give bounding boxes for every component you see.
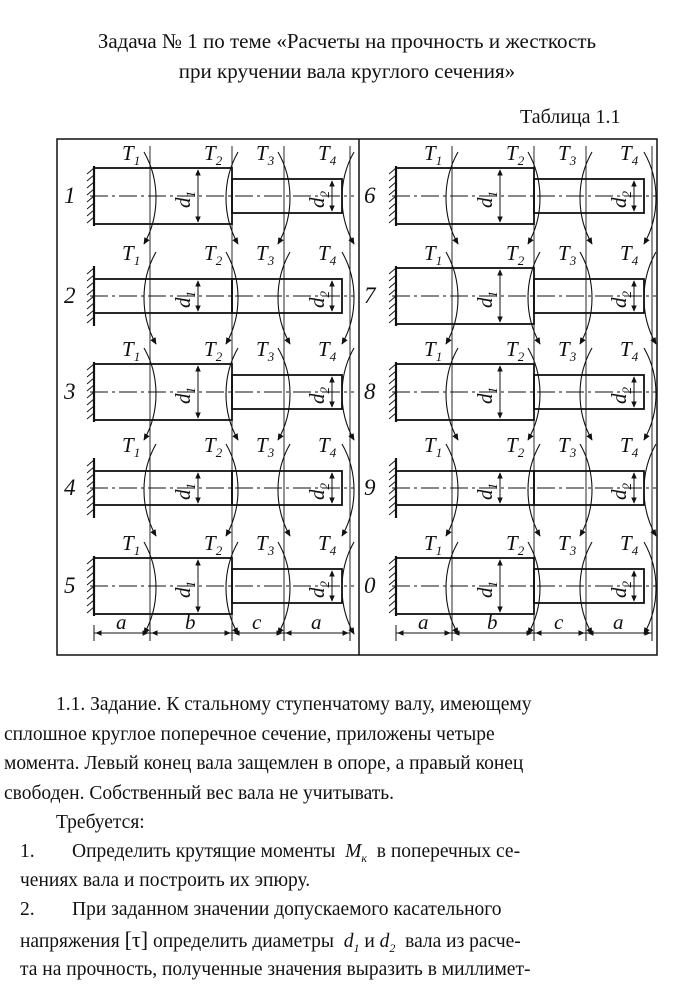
torque-label-t1: $T_1$ [424,531,443,558]
diameter-label-d2: $d_2$ [305,483,332,500]
dimension-label: b [487,610,498,634]
shaft-schemes-figure [56,138,660,660]
scheme-number: 8 [364,379,376,404]
allowable-stress-symbol: [τ] [124,927,149,952]
torque-label-t3: $T_3$ [256,337,275,364]
diameter-label-d1: $d_1$ [473,191,500,208]
torque-label-t3: $T_3$ [558,531,577,558]
scheme-number: 3 [64,379,76,404]
task-description [4,690,684,838]
torque-label-t1: $T_1$ [122,531,141,558]
torque-label-t2: $T_2$ [506,241,525,268]
torque-label-t1: $T_1$ [122,241,141,268]
torque-label-t2: $T_2$ [204,531,223,558]
title-line-2: при кручении вала круглого сечения» [178,59,516,83]
torque-label-t4: $T_4$ [620,433,639,460]
torque-label-t2: $T_2$ [506,433,525,460]
torque-arrow [644,252,656,344]
title-line-1: Задача № 1 по теме «Расчеты на прочность и жесткость [97,29,597,53]
list-item-2-cont: напряжения [τ] определить диаметры $d_1$ и $d_2$ вала из расче- [20,927,521,955]
scheme-number: 2 [64,283,76,308]
table-label: Таблица 1.1 [520,106,621,128]
torque-label-t4: $T_4$ [620,531,639,558]
torque-label-t1: $T_1$ [424,433,443,460]
torque-label-t4: $T_4$ [620,241,639,268]
torque-label-t2: $T_2$ [506,531,525,558]
scheme-number: 5 [64,573,76,598]
torque-arrow [342,444,354,536]
torque-arrow [342,252,354,344]
torque-label-t2: $T_2$ [204,241,223,268]
item-number: 1. [20,841,35,862]
list-item-1: 1. Определить крутящие моменты $M_к$ в поперечных се- [20,837,684,873]
torque-arrow [644,152,656,244]
diameter-label-d2: $d_2$ [607,581,634,598]
torque-label-t2: $T_2$ [506,141,525,168]
list-item-2-cont2: та на прочность, полученные значения выразить в миллимет- [20,959,531,980]
torque-arrow [342,348,354,440]
torque-label-t4: $T_4$ [620,337,639,364]
torque-label-t1: $T_1$ [424,241,443,268]
dimension-label: c [252,610,262,634]
diameter-label-d1: $d_1$ [171,387,198,404]
item-number: 2. [20,899,35,920]
diameter-label-d1: $d_1$ [473,291,500,308]
scheme-number: 9 [364,475,376,500]
torque-label-t2: $T_2$ [204,337,223,364]
torque-label-t1: $T_1$ [122,337,141,364]
dimension-label: a [311,610,322,634]
diameter-label-d1: $d_1$ [171,291,198,308]
torque-label-t3: $T_3$ [558,241,577,268]
torque-label-t1: $T_1$ [424,141,443,168]
diameter-label-d2: $d_2$ [305,581,332,598]
torque-arrow [644,348,656,440]
torque-arrow [644,444,656,536]
torque-label-t2: $T_2$ [506,337,525,364]
torque-label-t4: $T_4$ [318,433,337,460]
torque-arrow [644,542,656,634]
task-title [0,26,694,86]
dimension-label: c [554,610,564,634]
torque-symbol: $M_к$ [345,841,368,865]
paragraph-line: 1.1. Задание. К стальному ступенчатому валу, имеющему [56,694,532,715]
diameter-label-d2: $d_2$ [607,387,634,404]
dimension-label: b [185,610,196,634]
torque-label-t2: $T_2$ [204,141,223,168]
torque-label-t3: $T_3$ [256,241,275,268]
diameter-label-d2: $d_2$ [607,291,634,308]
paragraph-line: момента. Левый конец вала защемлен в опоре, а правый конец [4,753,524,774]
torque-label-t3: $T_3$ [256,433,275,460]
torque-label-t1: $T_1$ [424,337,443,364]
torque-label-t3: $T_3$ [558,337,577,364]
torque-label-t4: $T_4$ [318,141,337,168]
diameter-label-d1: $d_1$ [473,581,500,598]
torque-label-t4: $T_4$ [318,241,337,268]
diameter-label-d1: $d_1$ [473,483,500,500]
diameter-label-d1: $d_1$ [171,483,198,500]
torque-label-t1: $T_1$ [122,141,141,168]
list-item-1-cont: чениях вала и построить их эпюру. [20,870,311,891]
dimension-label: a [418,610,429,634]
torque-label-t4: $T_4$ [620,141,639,168]
diameter-label-d1: $d_1$ [473,387,500,404]
dimension-label: a [613,610,624,634]
diameter-label-d2: $d_2$ [607,483,634,500]
torque-label-t4: $T_4$ [318,531,337,558]
scheme-number: 4 [64,475,76,500]
torque-label-t3: $T_3$ [558,141,577,168]
scheme-number: 0 [364,573,376,598]
scheme-number: 1 [64,183,76,208]
diameter-label-d1: $d_1$ [171,191,198,208]
torque-label-t2: $T_2$ [204,433,223,460]
scheme-number: 6 [364,183,376,208]
diameter-label-d2: $d_2$ [305,191,332,208]
paragraph-line: свободен. Собственный вес вала не учитывать. [4,782,395,804]
diameter-label-d2: $d_2$ [607,191,634,208]
torque-label-t3: $T_3$ [256,141,275,168]
torque-arrow [342,152,354,244]
dimension-label: a [116,610,127,634]
torque-label-t3: $T_3$ [256,531,275,558]
paragraph-line: сплошное круглое поперечное сечение, приложены четыре [4,723,495,745]
diameter-label-d1: $d_1$ [171,581,198,598]
list-item-2: 2. При заданном значении допускаемого касательного [20,895,684,925]
figure-frame [57,139,657,655]
scheme-number: 7 [364,283,376,308]
diameter-label-d2: $d_2$ [305,387,332,404]
diameter-label-d2: $d_2$ [305,291,332,308]
required-heading: Требуется: [56,812,145,833]
torque-label-t3: $T_3$ [558,433,577,460]
torque-arrow [342,542,354,634]
torque-label-t4: $T_4$ [318,337,337,364]
torque-label-t1: $T_1$ [122,433,141,460]
